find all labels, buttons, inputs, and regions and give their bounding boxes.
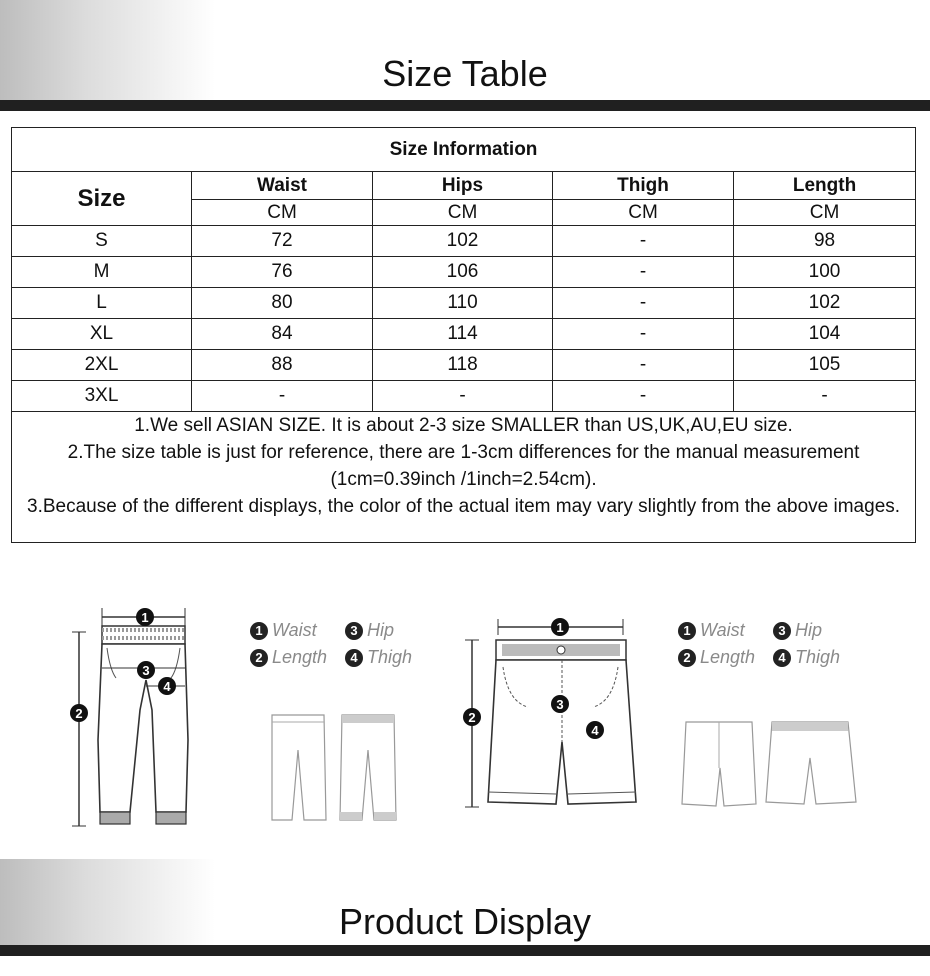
cell-size: S xyxy=(12,226,192,257)
pants-measurement-diagram xyxy=(60,590,190,835)
legend-label: Length xyxy=(700,647,756,667)
pants-thumbnails xyxy=(268,710,398,825)
svg-text:4: 4 xyxy=(591,723,599,738)
section-title: Product Display xyxy=(338,901,592,942)
column-header-length: Length xyxy=(734,172,916,200)
cell-waist: 88 xyxy=(192,350,373,381)
marker-waist xyxy=(551,618,569,636)
legend-number: 1 xyxy=(678,622,696,640)
legend-label: Hip xyxy=(795,620,823,640)
table-row xyxy=(12,319,916,350)
legend-item-thigh xyxy=(773,647,840,668)
pants-legend xyxy=(250,620,430,670)
cell-thigh: - xyxy=(553,350,734,381)
legend-item-length xyxy=(250,647,327,668)
table-row xyxy=(12,288,916,319)
legend-number: 3 xyxy=(345,622,363,640)
column-header-hips: Hips xyxy=(373,172,553,200)
legend-item-length xyxy=(678,647,755,668)
cell-length: 104 xyxy=(734,319,916,350)
marker-waist xyxy=(136,608,154,626)
table-row xyxy=(12,226,916,257)
cell-size: 2XL xyxy=(12,350,192,381)
legend-number: 4 xyxy=(345,649,363,667)
cell-length: 105 xyxy=(734,350,916,381)
cell-size: 3XL xyxy=(12,381,192,412)
cell-hips: 110 xyxy=(373,288,553,319)
legend-label: Thigh xyxy=(795,647,841,667)
notes-cell xyxy=(12,412,916,543)
cell-waist: - xyxy=(192,381,373,412)
note-measurement: 2.The size table is just for reference, there are 1-3cm differences for the manual measurement (1cm=0.39inch /1inch=2.54cm). xyxy=(67,442,860,490)
marker-length xyxy=(70,704,88,722)
marker-hip xyxy=(137,661,155,679)
legend-item-waist xyxy=(250,620,317,641)
unit-length: CM xyxy=(734,200,916,226)
svg-text:3: 3 xyxy=(556,697,564,712)
cell-size: L xyxy=(12,288,192,319)
table-title: Size Information xyxy=(12,128,916,172)
cell-hips: 106 xyxy=(373,257,553,288)
svg-text:2: 2 xyxy=(468,710,476,725)
shorts-measurement-diagram xyxy=(458,612,658,817)
cell-length: 98 xyxy=(734,226,916,257)
table-row xyxy=(12,350,916,381)
product-display-header xyxy=(0,856,930,976)
column-header-waist: Waist xyxy=(192,172,373,200)
marker-thigh xyxy=(586,721,604,739)
svg-text:2: 2 xyxy=(75,706,83,721)
size-information-table xyxy=(11,127,916,543)
marker-length xyxy=(463,708,481,726)
column-header-thigh: Thigh xyxy=(553,172,734,200)
svg-text:1: 1 xyxy=(141,610,149,625)
marker-hip xyxy=(551,695,569,713)
cell-size: XL xyxy=(12,319,192,350)
svg-text:3: 3 xyxy=(142,663,150,678)
legend-item-thigh xyxy=(345,647,412,668)
table-row xyxy=(12,257,916,288)
legend-label: Hip xyxy=(367,620,395,640)
cell-thigh: - xyxy=(553,288,734,319)
cell-thigh: - xyxy=(553,381,734,412)
cell-length: 102 xyxy=(734,288,916,319)
legend-number: 2 xyxy=(678,649,696,667)
legend-label: Length xyxy=(272,647,328,667)
legend-label: Waist xyxy=(700,620,745,640)
size-column-header: Size xyxy=(12,172,192,226)
unit-waist: CM xyxy=(192,200,373,226)
cell-waist: 80 xyxy=(192,288,373,319)
cell-size: M xyxy=(12,257,192,288)
note-color: 3.Because of the different displays, the color of the actual item may vary slightly from the above images. xyxy=(27,496,901,517)
shorts-legend xyxy=(678,620,858,670)
legend-number: 4 xyxy=(773,649,791,667)
unit-thigh: CM xyxy=(553,200,734,226)
unit-hips: CM xyxy=(373,200,553,226)
legend-number: 1 xyxy=(250,622,268,640)
cell-length: 100 xyxy=(734,257,916,288)
legend-item-waist xyxy=(678,620,745,641)
legend-number: 2 xyxy=(250,649,268,667)
legend-label: Waist xyxy=(272,620,317,640)
cell-thigh: - xyxy=(553,257,734,288)
note-asian-size: 1.We sell ASIAN SIZE. It is about 2-3 size SMALLER than US,UK,AU,EU size. xyxy=(134,415,793,436)
cell-hips: 102 xyxy=(373,226,553,257)
legend-number: 3 xyxy=(773,622,791,640)
svg-text:1: 1 xyxy=(556,620,564,635)
cell-waist: 76 xyxy=(192,257,373,288)
cell-length: - xyxy=(734,381,916,412)
header-divider-bar xyxy=(0,945,930,956)
legend-item-hip xyxy=(345,620,394,641)
cell-hips: 118 xyxy=(373,350,553,381)
cell-thigh: - xyxy=(553,319,734,350)
legend-label: Thigh xyxy=(367,647,413,667)
legend-item-hip xyxy=(773,620,822,641)
cell-waist: 72 xyxy=(192,226,373,257)
shorts-thumbnails xyxy=(680,718,860,810)
cell-thigh: - xyxy=(553,226,734,257)
cell-waist: 84 xyxy=(192,319,373,350)
svg-text:4: 4 xyxy=(163,679,171,694)
cell-hips: - xyxy=(373,381,553,412)
size-table-header xyxy=(0,0,930,112)
table-row xyxy=(12,381,916,412)
header-divider-bar xyxy=(0,100,930,111)
page-title: Size Table xyxy=(382,53,548,94)
cell-hips: 114 xyxy=(373,319,553,350)
marker-thigh xyxy=(158,677,176,695)
